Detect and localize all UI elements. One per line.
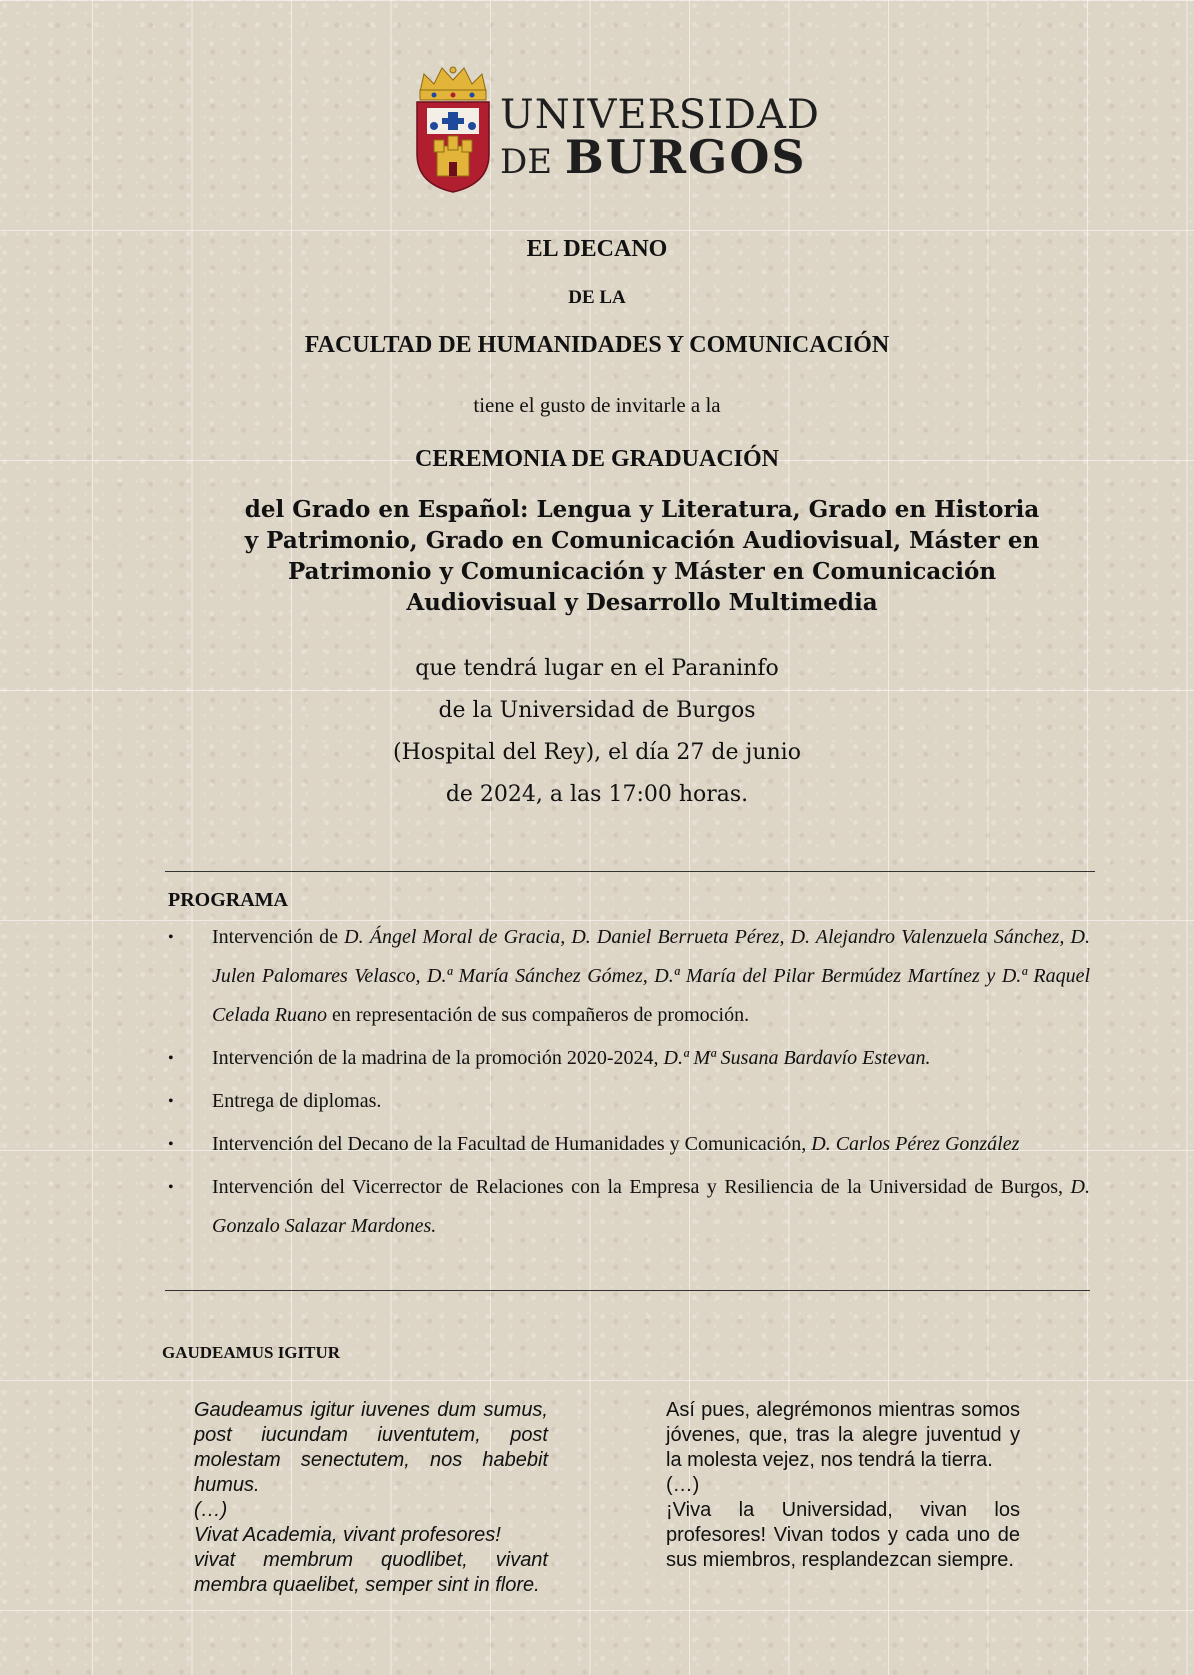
latin-lyrics	[194, 1398, 548, 1598]
ceremony-title: CEREMONIA DE GRADUACIÓN	[414, 446, 780, 472]
heading-decano: EL DECANO	[526, 236, 668, 262]
coat-of-arms-icon	[412, 62, 494, 194]
heading-de-la: DE LA	[568, 287, 626, 308]
venue-line-1: que tendrá lugar en el Paraninfo	[415, 656, 779, 681]
venue-line-4: de 2024, a las 17:00 horas.	[445, 782, 749, 807]
logo-line-2	[500, 130, 820, 184]
bullet-icon: •	[168, 1136, 174, 1153]
divider-bottom	[165, 1290, 1090, 1291]
heading-facultad: FACULTAD DE HUMANIDADES Y COMUNICACIÓN	[304, 332, 890, 358]
latin-verse-1: Gaudeamus igitur iuvenes dum sumus, post iucundam iuventutem, post molestam senectutem, nos habebit humus.	[194, 1399, 548, 1496]
degrees-list: del Grado en Español: Lengua y Literatura, Grado en Historia y Patrimonio, Grado en Comunicación Audiovisual, Máster en Patrimonio y Comunicación y Máster en Comunicación Audiovisual y Desarrollo Multimedia	[244, 496, 1040, 616]
programa-item	[168, 1039, 1090, 1078]
logo-prefix: DE	[500, 142, 553, 182]
spanish-verse-2: ¡Viva la Universidad, vivan los profesores! Vivan todos y cada uno de sus miembros, resplandezcan siempre.	[666, 1499, 1020, 1571]
item-names: D. Carlos Pérez González	[811, 1133, 1020, 1155]
item-text: Entrega de diplomas.	[212, 1090, 382, 1112]
venue-block	[0, 648, 1194, 816]
programa-item	[168, 918, 1090, 1035]
item-text: Intervención de	[212, 926, 345, 948]
latin-verse-3: vivat membrum quodlibet, vivant membra quaelibet, semper sint in flore.	[194, 1549, 548, 1596]
programa-item	[168, 1125, 1090, 1164]
item-names: D.ª Mª Susana Bardavío Estevan.	[663, 1047, 931, 1069]
logo-main: BURGOS	[564, 130, 807, 184]
logo-wordmark	[500, 94, 820, 183]
latin-ellipsis: (…)	[194, 1499, 228, 1521]
spanish-lyrics	[666, 1398, 1020, 1573]
item-names: D. Ángel Moral de Gracia, D. Daniel Berrueta Pérez, D. Alejandro Valenzuela Sánchez, D. Julen Palomares Velasco, D.ª María Sánchez Gómez, D.ª María del Pilar Bermúdez Martínez y D.ª Raquel Celada Ruano	[212, 926, 1090, 1026]
item-names: D. Gonzalo Salazar Mardones.	[212, 1176, 1090, 1237]
logo-line-1: UNIVERSIDAD	[500, 92, 820, 138]
item-text: Intervención del Decano de la Facultad de Humanidades y Comunicación,	[212, 1133, 812, 1155]
divider-top	[165, 871, 1095, 872]
item-text: Intervención de la madrina de la promoción 2020-2024,	[212, 1047, 664, 1069]
spanish-verse-1: Así pues, alegrémonos mientras somos jóvenes, que, tras la alegre juventud y la molesta vejez, nos tendrá la tierra.	[666, 1399, 1020, 1471]
bullet-icon: •	[168, 1179, 174, 1196]
item-text: Intervención del Vicerrector de Relaciones con la Empresa y Resiliencia de la Universidad de Burgos,	[212, 1176, 1071, 1198]
item-text-end: en representación de sus compañeros de promoción.	[327, 1004, 750, 1026]
venue-line-3: (Hospital del Rey), el día 27 de junio	[393, 740, 801, 765]
bullet-icon: •	[168, 929, 174, 946]
bullet-icon: •	[168, 1093, 174, 1110]
latin-verse-2: Vivat Academia, vivant profesores!	[194, 1524, 501, 1546]
programa-item	[168, 1082, 1090, 1121]
university-logo	[412, 62, 820, 196]
invitation-phrase: tiene el gusto de invitarle a la	[473, 393, 721, 417]
bullet-icon: •	[168, 1050, 174, 1067]
programa-list	[168, 918, 1090, 1250]
spanish-ellipsis: (…)	[666, 1474, 700, 1496]
venue-line-2: de la Universidad de Burgos	[438, 698, 756, 723]
programa-item	[168, 1168, 1090, 1246]
programa-title: PROGRAMA	[168, 889, 288, 911]
gaudeamus-title: GAUDEAMUS IGITUR	[162, 1343, 341, 1362]
